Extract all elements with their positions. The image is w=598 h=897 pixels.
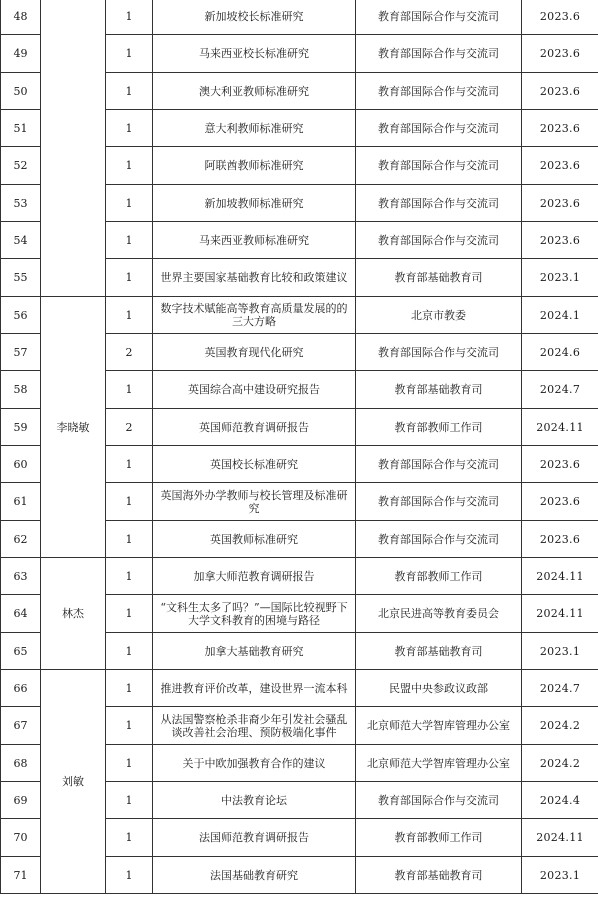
date-cell: 2024.11: [522, 558, 598, 595]
date-cell: 2024.7: [522, 670, 598, 707]
report-title-cell: 中法教育论坛: [153, 782, 356, 819]
count-cell: 1: [106, 595, 153, 633]
row-number-cell: 70: [1, 819, 41, 857]
count-cell: 1: [106, 371, 153, 409]
row-number-cell: 59: [1, 409, 41, 446]
count-cell: 1: [106, 857, 153, 894]
report-title-cell: 阿联酋教师标准研究: [153, 147, 356, 185]
table-row: [1, 558, 598, 595]
date-cell: 2023.1: [522, 259, 598, 297]
date-cell: 2023.1: [522, 633, 598, 670]
row-number-cell: 66: [1, 670, 41, 707]
organization-cell: 教育部国际合作与交流司: [356, 73, 522, 110]
report-title-cell: 澳大利亚教师标准研究: [153, 73, 356, 110]
count-cell: 1: [106, 483, 153, 521]
count-cell: 1: [106, 0, 153, 35]
row-number-cell: 62: [1, 521, 41, 558]
report-title-cell: 加拿大基础教育研究: [153, 633, 356, 670]
date-cell: 2023.6: [522, 110, 598, 147]
report-title-cell: 法国师范教育调研报告: [153, 819, 356, 857]
row-number-cell: 65: [1, 633, 41, 670]
date-cell: 2024.11: [522, 595, 598, 633]
organization-cell: 教育部国际合作与交流司: [356, 782, 522, 819]
report-title-cell: 关于中欧加强教育合作的建议: [153, 745, 356, 782]
organization-cell: 北京师范大学智库管理办公室: [356, 707, 522, 745]
count-cell: 1: [106, 110, 153, 147]
organization-cell: 教育部国际合作与交流司: [356, 0, 522, 35]
organization-cell: 教育部国际合作与交流司: [356, 334, 522, 371]
count-cell: 1: [106, 782, 153, 819]
row-number-cell: 71: [1, 857, 41, 894]
date-cell: 2023.6: [522, 222, 598, 259]
report-title-cell: 英国师范教育调研报告: [153, 409, 356, 446]
organization-cell: 教育部基础教育司: [356, 857, 522, 894]
row-number-cell: 58: [1, 371, 41, 409]
row-number-cell: 69: [1, 782, 41, 819]
row-number-cell: 68: [1, 745, 41, 782]
author-name-cell: 林杰: [41, 558, 106, 670]
row-number-cell: 49: [1, 35, 41, 73]
date-cell: 2023.6: [522, 0, 598, 35]
organization-cell: 北京师范大学智库管理办公室: [356, 745, 522, 782]
organization-cell: 教育部基础教育司: [356, 633, 522, 670]
date-cell: 2024.2: [522, 745, 598, 782]
organization-cell: 教育部国际合作与交流司: [356, 446, 522, 483]
count-cell: 2: [106, 409, 153, 446]
row-number-cell: 50: [1, 73, 41, 110]
row-number-cell: 52: [1, 147, 41, 185]
report-title-cell: 推进教育评价改革，建设世界一流本科: [153, 670, 356, 707]
report-title-cell: 从法国警察枪杀非裔少年引发社会骚乱谈改善社会治理、预防极端化事件: [153, 707, 356, 745]
table-row: [1, 0, 598, 35]
date-cell: 2024.11: [522, 819, 598, 857]
report-title-cell: 加拿大师范教育调研报告: [153, 558, 356, 595]
organization-cell: 民盟中央参政议政部: [356, 670, 522, 707]
organization-cell: 教育部教师工作司: [356, 819, 522, 857]
author-name-cell: 刘敏: [41, 670, 106, 894]
date-cell: 2024.1: [522, 297, 598, 334]
row-number-cell: 54: [1, 222, 41, 259]
count-cell: 1: [106, 222, 153, 259]
count-cell: 1: [106, 35, 153, 73]
date-cell: 2023.6: [522, 521, 598, 558]
organization-cell: 教育部国际合作与交流司: [356, 222, 522, 259]
date-cell: 2024.4: [522, 782, 598, 819]
report-title-cell: 马来西亚教师标准研究: [153, 222, 356, 259]
row-number-cell: 61: [1, 483, 41, 521]
organization-cell: 教育部基础教育司: [356, 371, 522, 409]
report-title-cell: 数字技术赋能高等教育高质量发展的的三大方略: [153, 297, 356, 334]
report-title-cell: 新加坡教师标准研究: [153, 185, 356, 222]
organization-cell: 教育部国际合作与交流司: [356, 483, 522, 521]
report-title-cell: 英国教育现代化研究: [153, 334, 356, 371]
date-cell: 2024.7: [522, 371, 598, 409]
report-title-cell: 英国综合高中建设研究报告: [153, 371, 356, 409]
report-title-cell: 马来西亚校长标准研究: [153, 35, 356, 73]
organization-cell: 北京民进高等教育委员会: [356, 595, 522, 633]
row-number-cell: 48: [1, 0, 41, 35]
count-cell: 1: [106, 670, 153, 707]
row-number-cell: 55: [1, 259, 41, 297]
report-title-cell: “文科生太多了吗？”—国际比较视野下大学文科教育的困境与路径: [153, 595, 356, 633]
row-number-cell: 57: [1, 334, 41, 371]
count-cell: 1: [106, 745, 153, 782]
organization-cell: 教育部基础教育司: [356, 259, 522, 297]
organization-cell: 教育部国际合作与交流司: [356, 35, 522, 73]
date-cell: 2023.6: [522, 147, 598, 185]
row-number-cell: 51: [1, 110, 41, 147]
organization-cell: 教育部教师工作司: [356, 558, 522, 595]
table-body: [1, 0, 598, 894]
row-number-cell: 60: [1, 446, 41, 483]
organization-cell: 教育部国际合作与交流司: [356, 147, 522, 185]
date-cell: 2023.6: [522, 185, 598, 222]
count-cell: 1: [106, 147, 153, 185]
row-number-cell: 64: [1, 595, 41, 633]
row-number-cell: 53: [1, 185, 41, 222]
row-number-cell: 67: [1, 707, 41, 745]
date-cell: 2024.11: [522, 409, 598, 446]
count-cell: 1: [106, 633, 153, 670]
date-cell: 2023.6: [522, 73, 598, 110]
report-title-cell: 新加坡校长标准研究: [153, 0, 356, 35]
count-cell: 1: [106, 707, 153, 745]
table-row: [1, 670, 598, 707]
count-cell: 1: [106, 521, 153, 558]
row-number-cell: 56: [1, 297, 41, 334]
report-title-cell: 英国海外办学教师与校长管理及标准研究: [153, 483, 356, 521]
date-cell: 2024.2: [522, 707, 598, 745]
count-cell: 1: [106, 446, 153, 483]
count-cell: 1: [106, 259, 153, 297]
count-cell: 1: [106, 297, 153, 334]
date-cell: 2024.6: [522, 334, 598, 371]
author-name-cell: 李晓敏: [41, 297, 106, 558]
organization-cell: 教育部国际合作与交流司: [356, 185, 522, 222]
count-cell: 1: [106, 73, 153, 110]
organization-cell: 北京市教委: [356, 297, 522, 334]
report-title-cell: 英国教师标准研究: [153, 521, 356, 558]
organization-cell: 教育部国际合作与交流司: [356, 110, 522, 147]
date-cell: 2023.1: [522, 857, 598, 894]
report-title-cell: 世界主要国家基础教育比较和政策建议: [153, 259, 356, 297]
report-title-cell: 意大利教师标准研究: [153, 110, 356, 147]
table-row: [1, 297, 598, 334]
organization-cell: 教育部教师工作司: [356, 409, 522, 446]
report-title-cell: 法国基础教育研究: [153, 857, 356, 894]
date-cell: 2023.6: [522, 35, 598, 73]
count-cell: 2: [106, 334, 153, 371]
row-number-cell: 63: [1, 558, 41, 595]
count-cell: 1: [106, 819, 153, 857]
count-cell: 1: [106, 558, 153, 595]
organization-cell: 教育部国际合作与交流司: [356, 521, 522, 558]
count-cell: 1: [106, 185, 153, 222]
author-name-cell: [41, 0, 106, 297]
report-title-cell: 英国校长标准研究: [153, 446, 356, 483]
date-cell: 2023.6: [522, 446, 598, 483]
date-cell: 2023.6: [522, 483, 598, 521]
